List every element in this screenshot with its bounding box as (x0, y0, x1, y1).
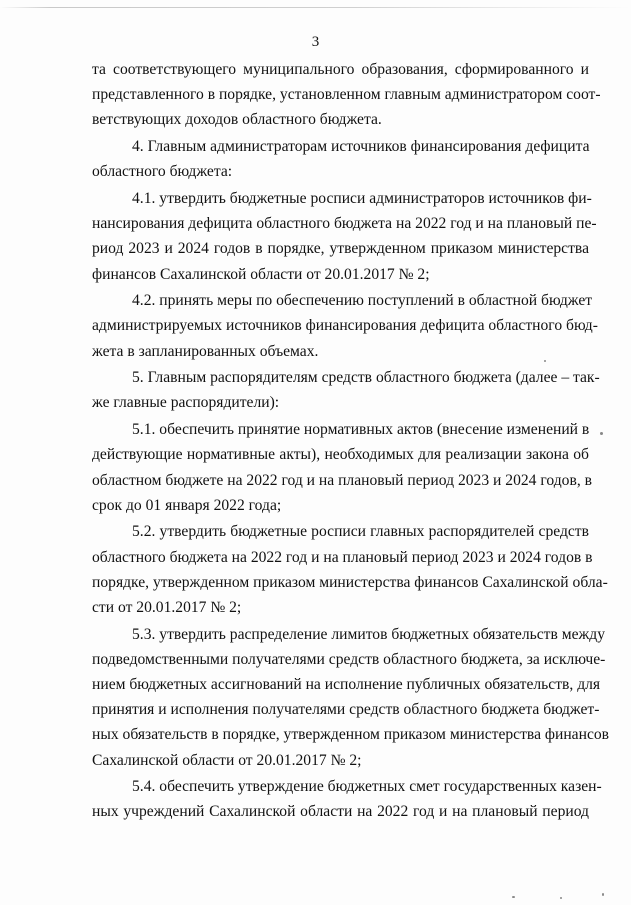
text-line: ных обязательств в порядке, утвержденном приказом министерства финансов (92, 726, 610, 744)
scan-edge-line (0, 7, 631, 8)
text-line: 5.4. обеспечить утверждение бюджетных смет государственных казен- (132, 778, 602, 796)
text-line: областного бюджета на 2022 год и на плановый период 2023 и 2024 годов в (92, 548, 593, 566)
text-line: Сахалинской области от 20.01.2017 № 2; (92, 751, 362, 769)
scan-speck (544, 360, 546, 362)
page-number: 3 (311, 34, 320, 50)
text-line: финансов Сахалинской области от 20.01.2017 № 2; (92, 265, 430, 283)
text-line: подведомственными получателями средств областного бюджета, за исключе- (92, 650, 606, 668)
text-line: представленного в порядке, установленном главным администратором соот- (92, 86, 601, 104)
scan-speck (560, 897, 562, 899)
text-line: 5.3. утвердить распределение лимитов бюджетных обязательств между (132, 625, 606, 643)
text-line: администрируемых источников финансирования дефицита областного бюд- (92, 317, 598, 335)
text-line: же главные распорядители): (92, 394, 280, 412)
text-line: областного бюджета: (92, 163, 233, 181)
text-line: 4.2. принять меры по обеспечению поступлений в областной бюджет (132, 292, 593, 310)
text-line: действующие нормативные акты), необходимых для реализации закона об (92, 446, 589, 464)
text-line: 5.2. утвердить бюджетные росписи главных распорядителей средств (132, 523, 589, 541)
scan-speck (602, 893, 604, 896)
text-line: ных учреждений Сахалинской области на 2022 год и на плановый период (92, 803, 589, 821)
text-line: областном бюджете на 2022 год и на плановый период 2023 и 2024 годов, в (92, 471, 592, 489)
text-line: ветствующих доходов областного бюджета. (92, 111, 382, 129)
text-line: нансирования дефицита областного бюджета на 2022 год и на плановый пе- (92, 215, 597, 233)
text-line: срок до 01 января 2022 года; (92, 496, 282, 514)
text-line: 5.1. обеспечить принятие нормативных актов (внесение изменений в (132, 421, 590, 439)
text-line: жета в запланированных объемах. (92, 342, 319, 360)
text-line: риод 2023 и 2024 годов в порядке, утвержденном приказом министерства (92, 240, 589, 258)
text-line: 5. Главным распорядителям средств областного бюджета (далее – так- (132, 369, 600, 387)
text-line: 4.1. утвердить бюджетные росписи администраторов источников фи- (132, 189, 592, 207)
text-line: порядке, утвержденном приказом министерства финансов Сахалинской обла- (92, 573, 608, 591)
scan-speck (512, 896, 515, 898)
document-body (92, 57, 610, 825)
scan-speck (600, 432, 603, 435)
text-line: 4. Главным администраторам источников финансирования дефицита (132, 138, 590, 156)
text-line: нием бюджетных ассигнований на исполнение публичных обязательств, для (92, 676, 601, 693)
text-line: сти от 20.01.2017 № 2; (92, 598, 242, 616)
text-line: та соответствующего муниципального образования, сформированного и (92, 61, 589, 78)
text-line: принятия и исполнения получателями средств областного бюджета бюджет- (92, 701, 600, 719)
